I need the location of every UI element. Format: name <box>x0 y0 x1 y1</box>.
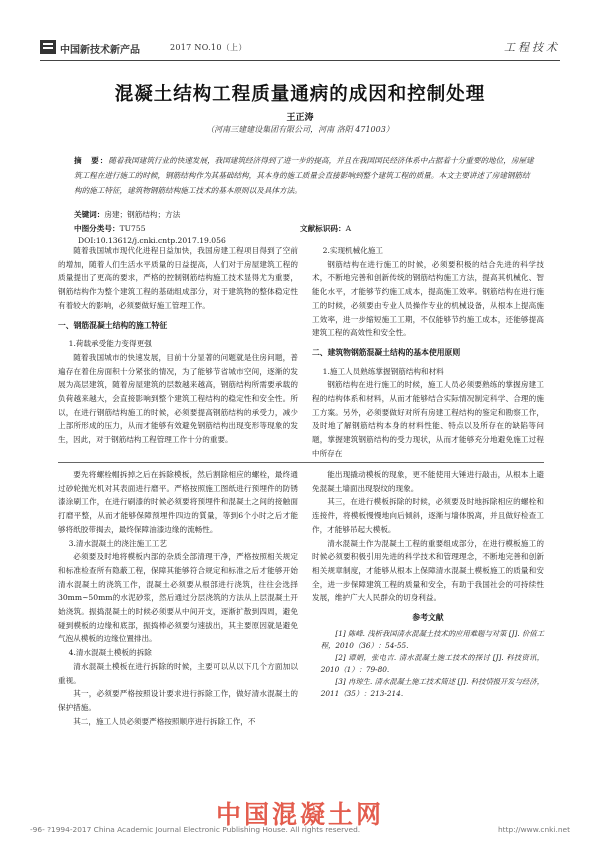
keywords-text: 房建；钢筋结构；方法 <box>104 210 181 219</box>
header-divider <box>40 60 560 61</box>
subsection-heading: 1.施工人员熟练掌握钢筋结构和材料 <box>322 366 444 376</box>
clc-label: 中图分类号： <box>74 224 120 233</box>
body-column-right-lower <box>312 468 544 700</box>
keywords-label: 关键词： <box>74 210 105 219</box>
clc-value: TU755 <box>119 224 146 233</box>
reference-item: [3] 冉琼生. 清水混凝土施工技术简述 [J]. 科技情报开发与经济，2011（35）：213-214. <box>320 676 544 698</box>
section-name: 工程技术 <box>504 41 560 54</box>
paragraph: 清水混凝土模板在进行拆除的时候，主要可以从以下几个方面加以重视。 <box>58 661 298 685</box>
body-column-right-upper <box>312 244 544 461</box>
abstract-label: 摘 要： <box>74 156 109 165</box>
classification-line <box>74 223 536 234</box>
keywords <box>74 209 536 220</box>
paragraph: 随着我国城市现代化进程日益加快，我国房建工程项目得到了空前的增加，随着人们生活水平质量的日益提高，人们对于房屋建筑工程的质量提出了更高的要求，严格的控制钢筋结构施工技术显得尤为重要，钢筋结构作为整个建筑工程的基础组成部分，对于建筑物的整体稳定性有着较大的影响，必须要做好施工管理工作。 <box>58 246 298 310</box>
paragraph: 要先将螺栓帽拆掉之后在拆除模板，然后割除相应的螺栓，最终通过砂轮抛光机对其表面进行磨平。严格按照施工图纸进行预埋件的防锈漆涂刷工作，在进行刷漆的时候必须要将预埋件和混凝土之间的接触面打磨平整，从而才能够保障预埋件四边的質量，等到6个小时之后才能够将纸胶带揭去，最终保障油漆边缘的流畅性。 <box>58 470 298 534</box>
paragraph: 钢筋结构在进行施工的时候，施工人员必须要熟练的掌握房建工程的结构体系和材料，从而才能够结合实际情况制定科学、合理的施工方案。另外，必须要做好对所有房建工程结构的鉴定和勘察工作，及时地了解钢筋结构本身的材料性能、特点以及所存在的缺陷等问题，掌握建筑钢筋结构的受力现状，从而才能够充分地避免施工过程中所存在 <box>312 380 544 458</box>
subsection-heading: 4.清水混凝土模板的拆除 <box>68 648 152 658</box>
reference-item: [1] 陈峰. 浅析我国清水混凝土技术的应用难题与对策 [J]. 价值工程，2010（36）：54-55. <box>320 628 544 650</box>
running-header <box>40 36 560 60</box>
abstract-text: 随着我国建筑行业的快速发展，我国建筑经济得到了进一步的提高，并且在我国国民经济体系中占据着十分重要的地位，房屋建筑工程在进行施工的时候，钢筋结构作为其基础结构，其本身的施工质量会直接影响到整个建筑工程的质量。本文主要讲述了房建钢筋结构的施工特征，建筑物钢筋结构施工技术的基本原则以及具体方法。 <box>74 156 534 195</box>
journal-name: 中国新技术新产品 <box>60 45 140 56</box>
subsection-heading: 3.清水混凝土的浇注施工工艺 <box>68 538 167 548</box>
paragraph: 必须要及时地将模板内部的杂质全部清理干净，严格按照相关规定和标准检查所有隐蔽工程，保障其能够符合规定和标准之后才能够开始清水混凝土的浇筑工作，混凝土必须要从根部进行浇筑，往往会选择30mm~50mm的水泥砂浆，然后通过分层浇筑的方法从上层混凝土开始浇筑。振捣混凝土的时候必须要从中间开支，逐渐扩散到四周，避免碰到模板的边缘和底部，振捣棒必须要匀速拔出，其主要原因就是避免气泡从模板的边缘位置排出。 <box>58 552 298 644</box>
author-affiliation: （河南三建建设集团有限公司，河南 洛阳 471003） <box>206 125 394 134</box>
page-divider <box>58 462 544 463</box>
body-column-left-lower <box>58 468 298 728</box>
doc-label: 文献标识码： <box>300 224 346 233</box>
subsection-heading: 1.荷载承受能力变得更强 <box>68 339 152 349</box>
footer-copyright <box>30 825 360 834</box>
section-heading: 一、钢筋混凝土结构的施工特征 <box>58 320 168 330</box>
site-watermark: 中国混凝土网 <box>215 800 384 829</box>
subsection-heading: 2.实现机械化施工 <box>322 246 384 255</box>
section-heading: 二、建筑物钢筋混凝土结构的基本使用原则 <box>312 347 461 357</box>
paragraph: 钢筋结构在进行施工的时候，必须要积极的结合先进的科学技术，不断地完善和创新传统的钢筋结构施工方法，提高其机械化、智能化水平，才能够节约施工成本，提高施工效率。钢筋结构在进行施工的时候，必须要由专业人员操作专业的机械设备，从根本上提高施工效率，进一步缩短施工工期，不仅能够节约施工成本，还能够提高建筑工程的高效性和安全性。 <box>312 259 544 338</box>
copyright-text: ?1994-2017 China Academic Journal Electronic Publishing House. All rights reserved. <box>47 825 361 834</box>
paragraph: 随着我国城市的快速发展，目前十分显著的问题就是住房问题，普遍存在着住房面积十分紧张的情况，为了能够节省城市空间，逐渐的发展为高层建筑，随着房屋建筑的层数越来越高，钢筋结构所需要承载的负荷越来越大，会直接影响到整个建筑工程结构的稳定性和安全性。所以，在进行钢筋结构施工的时候，必须要提高钢筋结构的承受力，减少上部所形成的压力，从而才能够有效避免钢筋结构出现变形等现象的发生，因此，对于钢筋结构工程管理工作十分的重要。 <box>58 352 298 445</box>
paragraph: 能出现撬动模板的现象，更不能使用大锤进行敲击，从根本上避免混凝土墙面出现裂纹的现象。 <box>312 470 544 493</box>
doc-value: A <box>345 224 352 233</box>
paragraph: 其二，施工人员必须要严格按照顺序进行拆除工作，不 <box>73 716 256 726</box>
journal-logo-icon <box>40 40 56 54</box>
article-author: 王正涛 <box>286 113 314 123</box>
journal-issue: 2017 NO.10（上） <box>170 43 247 52</box>
abstract <box>74 153 536 198</box>
reference-item: [2] 谭娟，张电吉. 清水混凝土施工技术的探讨 [J]. 科技资讯，2010（1）：79-80. <box>320 652 544 674</box>
page-number: -96- <box>30 825 45 834</box>
cnki-url: http://www.cnki.net <box>497 825 570 834</box>
paragraph: 其一，必须要严格按照设计要求进行拆除工作，做好清水混凝土的保护措施。 <box>58 689 298 712</box>
reference-list <box>312 628 544 700</box>
paragraph: 其三，在进行模板拆除的时候，必须要及时地拆除相应的螺栓和连接件，将模板慢慢地向后倾斜，逐渐与墙体脱离，并且做好检查工作，才能够吊起大模板。 <box>312 497 544 534</box>
article-title: 混凝土结构工程质量通病的成因和控制处理 <box>114 84 486 105</box>
doc-code <box>300 223 351 234</box>
references-heading: 参考文献 <box>412 613 444 623</box>
body-column-left-upper <box>58 244 298 447</box>
paragraph: 清水混凝土作为混凝土工程的重要组成部分，在进行模板施工的时候必须要积极引用先进的科学技术和管理理念，不断地完善和创新相关规章制度，才能够从根本上保障清水混凝土模板施工的质量和安全，进一步保障建筑工程的质量和安全，有助于我国社会的可持续性发展，维护广大人民群众的切身利益。 <box>312 538 544 603</box>
doi: DOI:10.13612/j.cnki.cntp.2017.19.056 <box>78 236 226 245</box>
